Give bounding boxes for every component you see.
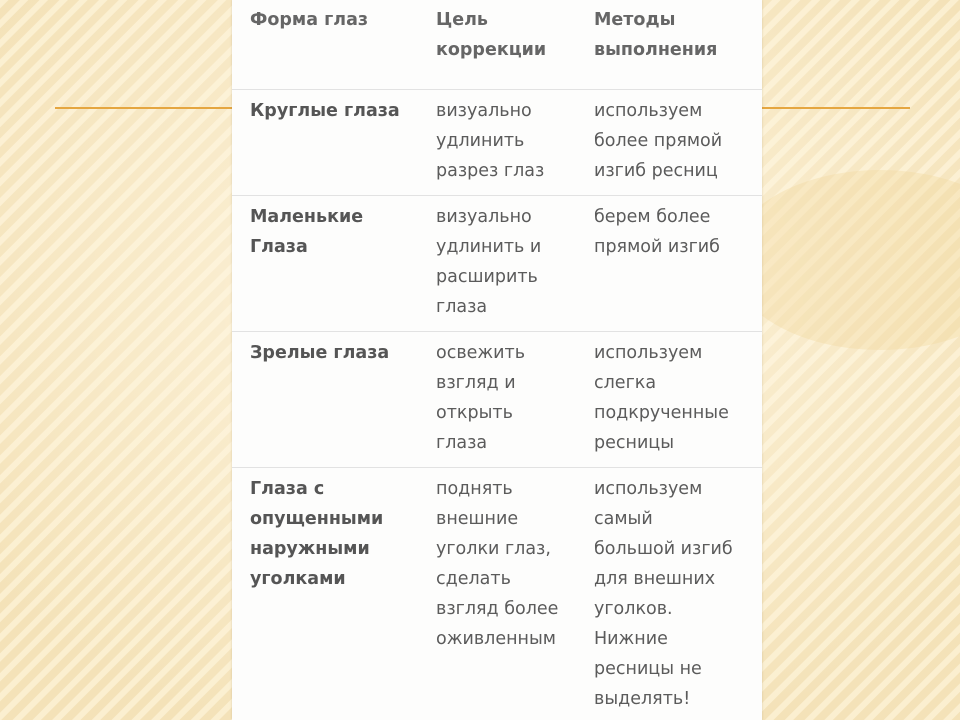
- cell-method: [584, 196, 762, 332]
- cell-text: визуально удлинить разрез глаз: [436, 101, 545, 181]
- cell-text: Круглые глаза: [250, 101, 400, 121]
- cell-shape: [232, 90, 426, 196]
- cell-text: поднять внешние уголки глаз, сделать взгляд более оживленным: [436, 479, 559, 649]
- content-panel: [232, 0, 762, 720]
- cell-method: [584, 468, 762, 720]
- cell-goal: [426, 196, 584, 332]
- header-cell-method: [584, 0, 762, 90]
- header-label: Методы выполнения: [594, 10, 718, 60]
- table-row: [232, 332, 762, 468]
- header-label: Форма глаз: [250, 10, 369, 30]
- cell-goal: [426, 332, 584, 468]
- cell-goal: [426, 468, 584, 720]
- cell-method: [584, 90, 762, 196]
- eye-shape-table: [232, 0, 762, 720]
- cell-shape: [232, 468, 426, 720]
- accent-line-right: [760, 107, 910, 109]
- cell-text: Маленькие Глаза: [250, 207, 364, 257]
- cell-shape: [232, 332, 426, 468]
- cell-text: освежить взгляд и открыть глаза: [436, 343, 526, 453]
- header-cell-goal: [426, 0, 584, 90]
- cell-text: используем более прямой изгиб ресниц: [594, 101, 723, 181]
- cell-text: Зрелые глаза: [250, 343, 390, 363]
- header-label: Цель коррекции: [436, 10, 547, 60]
- cell-text: берем более прямой изгиб: [594, 207, 720, 257]
- table-row: [232, 196, 762, 332]
- cell-shape: [232, 196, 426, 332]
- cell-goal: [426, 90, 584, 196]
- table-row: [232, 468, 762, 720]
- cell-text: визуально удлинить и расширить глаза: [436, 207, 542, 317]
- table-header-row: [232, 0, 762, 90]
- accent-line-left: [55, 107, 235, 109]
- table-row: [232, 90, 762, 196]
- header-cell-shape: [232, 0, 426, 90]
- cell-text: используем самый большой изгиб для внешних уголков. Нижние ресницы не выделять!: [594, 479, 733, 709]
- cell-text: Глаза с опущенными наружными уголками: [250, 479, 384, 589]
- cell-text: используем слегка подкрученные ресницы: [594, 343, 729, 453]
- cell-method: [584, 332, 762, 468]
